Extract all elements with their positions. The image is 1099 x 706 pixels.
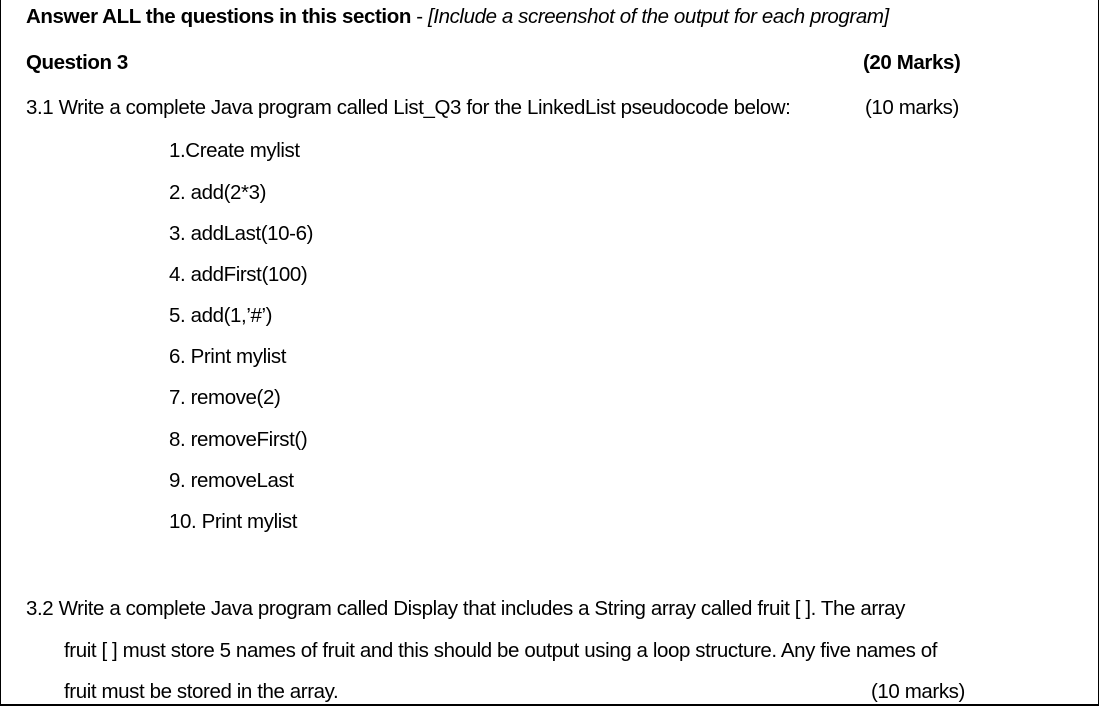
pseudocode-step: 9. removeLast [169, 469, 294, 492]
section-instruction [26, 5, 889, 29]
q31-marks: (10 marks) [865, 96, 959, 119]
q32-marks: (10 marks) [871, 680, 965, 703]
instruction-separator: - [410, 5, 428, 28]
question-total-marks: (20 Marks) [863, 51, 961, 74]
pseudocode-step: 8. removeFirst() [169, 428, 308, 451]
pseudocode-step: 5. add(1,’#’) [169, 304, 273, 327]
q32-line-3: fruit must be stored in the array. [64, 680, 339, 703]
pseudocode-step: 6. Print mylist [169, 345, 287, 368]
question-title: Question 3 [26, 51, 128, 74]
q31-text: 3.1 Write a complete Java program called List_Q3 for the LinkedList pseudocode below: [26, 96, 791, 119]
pseudocode-step: 7. remove(2) [169, 386, 281, 409]
pseudocode-step: 10. Print mylist [169, 510, 298, 533]
instruction-italic-text: [Include a screenshot of the output for each program] [427, 5, 889, 28]
q32-line-1: 3.2 Write a complete Java program called Display that includes a String array called fruit [ ]. The array [26, 597, 906, 620]
pseudocode-step: 2. add(2*3) [169, 181, 267, 204]
pseudocode-step: 4. addFirst(100) [169, 263, 308, 286]
q32-line-2: fruit [ ] must store 5 names of fruit and this should be output using a loop structure. Any five names of [64, 639, 938, 662]
pseudocode-step: 1.Create mylist [169, 139, 300, 162]
instruction-bold-text: Answer ALL the questions in this section [26, 5, 411, 28]
pseudocode-step: 3. addLast(10-6) [169, 222, 314, 245]
